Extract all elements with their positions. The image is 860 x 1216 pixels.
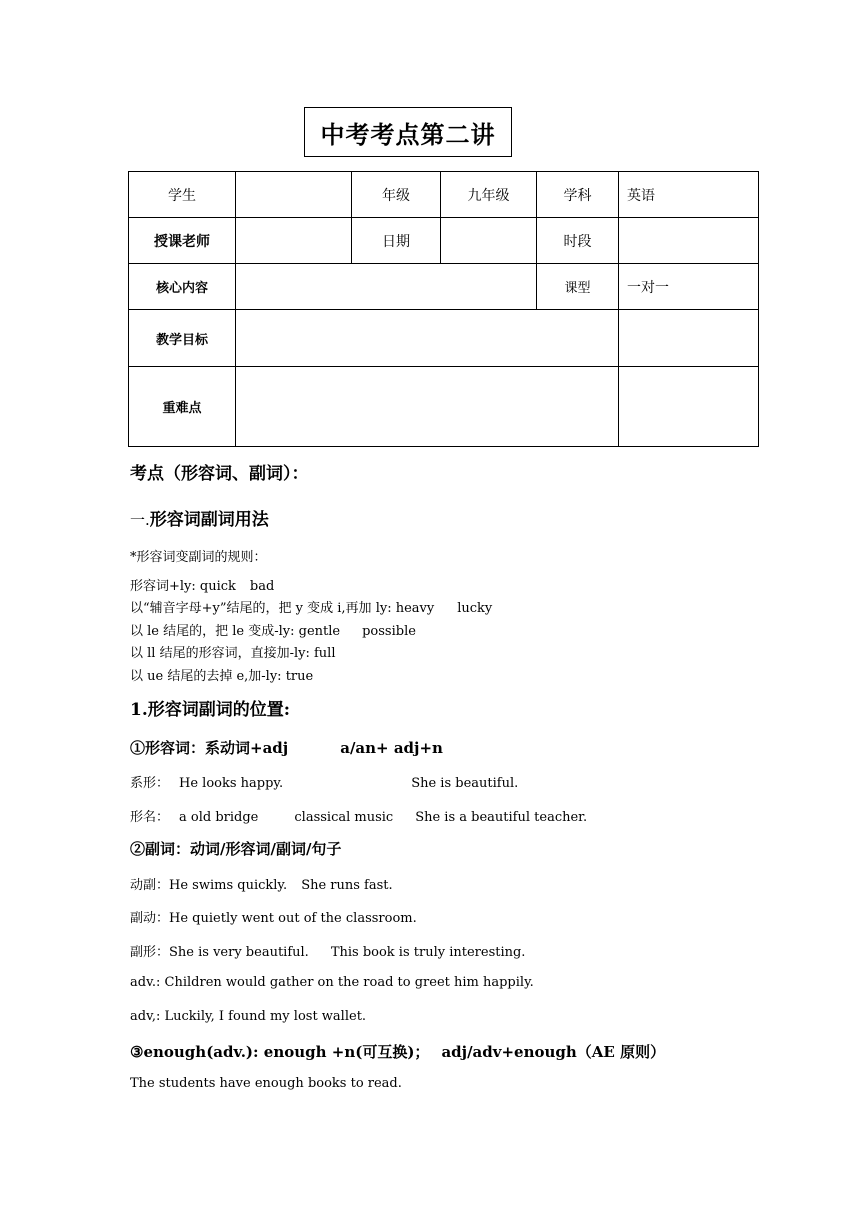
position-heading: 1.形容词副词的位置: <box>130 700 291 720</box>
period-label: 时段 <box>537 218 619 264</box>
enough-heading-a: ③enough(adv.): enough +n(可互换)； <box>130 1043 430 1061</box>
student-label: 学生 <box>129 172 236 218</box>
adj-heading-b: a/an+ adj+n <box>340 739 443 757</box>
period-value <box>619 218 759 264</box>
example-line <box>130 874 393 893</box>
section-heading: 考点（形容词、副词）： <box>130 464 309 484</box>
subject-label: 学科 <box>537 172 619 218</box>
rule-example: bad <box>249 579 275 594</box>
adj-heading-a: ①形容词：系动词+adj <box>130 739 289 757</box>
rule-text: 形容词+ly: quick <box>130 579 236 594</box>
example-label: 形名： <box>130 810 170 825</box>
example-text: She is beautiful. <box>411 776 519 791</box>
enough-heading <box>130 1041 665 1062</box>
teacher-value <box>236 218 352 264</box>
example-label: 副动： <box>130 911 170 926</box>
example-line <box>130 772 518 791</box>
example-line <box>130 806 587 825</box>
table-row <box>129 310 759 367</box>
key-points-label: 重难点 <box>129 367 236 447</box>
example-label: 系形： <box>130 776 170 791</box>
example-text: classical music <box>294 810 394 825</box>
rule-text: 以 le 结尾的，把 le 变成-ly: gentle <box>130 624 341 639</box>
teaching-goal-label: 教学目标 <box>129 310 236 367</box>
example-line <box>130 941 525 960</box>
core-content-label: 核心内容 <box>129 264 236 310</box>
grade-value: 九年级 <box>441 172 537 218</box>
table-row <box>129 218 759 264</box>
teacher-label: 授课老师 <box>129 218 236 264</box>
adv-heading: ②副词：动词/形容词/副词/句子 <box>130 840 342 858</box>
example-text: a old bridge <box>179 810 259 825</box>
teaching-goal-value <box>236 310 619 367</box>
rule-line: 以 ll 结尾的形容词，直接加-ly: full <box>130 646 336 661</box>
lesson-type-value: 一对一 <box>619 264 759 310</box>
example-text: She is a beautiful teacher. <box>415 810 588 825</box>
rule-line <box>130 620 416 639</box>
example-text: He looks happy. <box>179 776 284 791</box>
key-points-extra <box>619 367 759 447</box>
example-text: He swims quickly. <box>169 878 288 893</box>
example-line: adv.: Children would gather on the road to greet him happily. <box>130 975 534 990</box>
teaching-goal-extra <box>619 310 759 367</box>
rules-intro: *形容词变副词的规则： <box>130 550 267 565</box>
student-value <box>236 172 352 218</box>
sub-heading-number: 一. <box>130 511 150 529</box>
rule-example: possible <box>362 624 416 639</box>
rule-line <box>130 575 274 594</box>
grade-label: 年级 <box>352 172 441 218</box>
example-line <box>130 907 417 926</box>
rule-line <box>130 597 492 616</box>
example-label: 副形： <box>130 945 170 960</box>
example-line: adv,: Luckily, I found my lost wallet. <box>130 1009 367 1024</box>
enough-heading-b: adj/adv+enough（AE 原则） <box>441 1043 666 1061</box>
date-label: 日期 <box>352 218 441 264</box>
lesson-title: 中考考点第二讲 <box>304 107 512 157</box>
example-line: The students have enough books to read. <box>130 1076 402 1091</box>
example-label: 动副： <box>130 878 170 893</box>
core-content-value <box>236 264 537 310</box>
lesson-type-label: 课型 <box>537 264 619 310</box>
lesson-info-table <box>128 171 759 447</box>
table-row <box>129 367 759 447</box>
rule-text: 以“辅音字母+y”结尾的，把 y 变成 i,再加 ly: heavy <box>130 601 435 616</box>
key-points-value <box>236 367 619 447</box>
rule-line: 以 ue 结尾的去掉 e,加-ly: true <box>130 669 314 684</box>
rule-example: lucky <box>457 601 493 616</box>
example-text: This book is truly interesting. <box>330 945 526 960</box>
example-text: She runs fast. <box>301 878 393 893</box>
subject-value: 英语 <box>619 172 759 218</box>
example-text: She is very beautiful. <box>169 945 309 960</box>
date-value <box>441 218 537 264</box>
sub-heading-text: 形容词副词用法 <box>149 510 269 530</box>
sub-heading <box>130 505 269 530</box>
table-row <box>129 264 759 310</box>
table-row <box>129 172 759 218</box>
adj-heading <box>130 737 443 758</box>
example-text: He quietly went out of the classroom. <box>169 911 417 926</box>
